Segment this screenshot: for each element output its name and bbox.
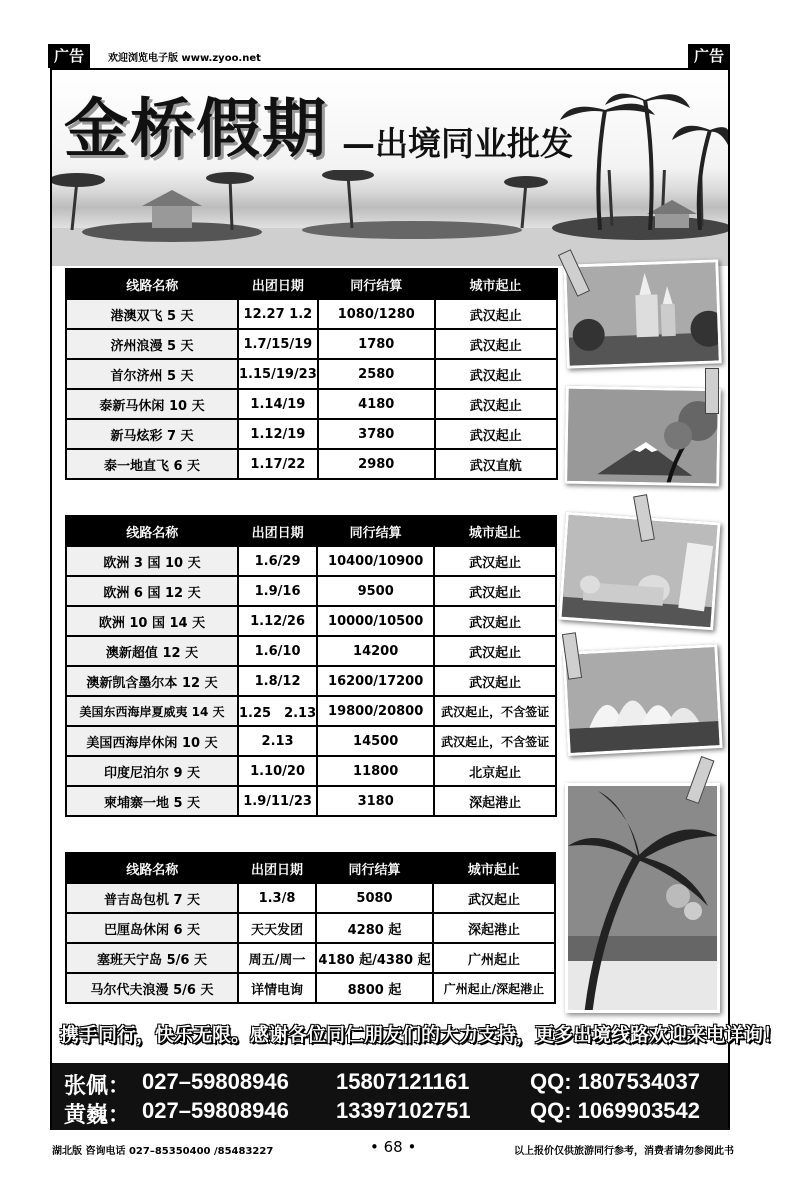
table-header-row: [66, 853, 555, 883]
slogan: 携手同行，快乐无限。感谢各位同仁朋友们的大力支持，更多出境线路欢迎来电详询！: [60, 1024, 783, 1046]
table-row: [66, 419, 557, 449]
ad-tag-left: 广告: [48, 44, 90, 68]
contact-mobile: 13397102751: [336, 1098, 471, 1123]
table-row: [66, 299, 557, 329]
city: 武汉起止: [433, 883, 555, 913]
city: 武汉直航: [435, 449, 557, 479]
trade-price: 11800: [317, 756, 434, 786]
route-name: 马尔代夫浪漫 5/6 天: [66, 973, 238, 1003]
site-note: 欢迎浏览电子版 www.zyoo.net: [108, 53, 261, 64]
table-row: [66, 666, 556, 696]
table-row: [66, 756, 556, 786]
col-departure-date: 出团日期: [238, 269, 318, 299]
departure-date: 详情电询: [238, 973, 316, 1003]
city: 武汉起止: [435, 419, 557, 449]
table-row: [66, 546, 556, 576]
paper-clip-icon: [705, 368, 719, 414]
city: 武汉起止: [434, 666, 556, 696]
contact-qq: QQ: 1807534037: [530, 1069, 701, 1094]
route-name: 普吉岛包机 7 天: [66, 883, 238, 913]
route-name: 塞班天宁岛 5/6 天: [66, 943, 238, 973]
city: 深起港止: [433, 913, 555, 943]
city: 武汉起止，不含签证: [434, 696, 556, 726]
price-table-longhaul: [65, 515, 557, 817]
contact-name: 张佩：: [64, 1073, 131, 1098]
route-name: 首尔济州 5 天: [66, 359, 238, 389]
hero-title: 金桥假期: [64, 92, 328, 167]
trade-price: 9500: [317, 576, 434, 606]
departure-date: 1.25 2.13: [238, 696, 317, 726]
departure-date: 1.10/20: [238, 756, 317, 786]
ad-tag-right: 广告: [688, 44, 730, 68]
city: 武汉起止: [435, 359, 557, 389]
departure-date: 1.7/15/19: [238, 329, 318, 359]
page-number: • 68 •: [370, 1138, 417, 1156]
trade-price: 2580: [318, 359, 435, 389]
trade-price: 8800 起: [316, 973, 433, 1003]
departure-date: 2.13: [238, 726, 317, 756]
city: 广州起止/深起港止: [433, 973, 555, 1003]
col-trade-price: 同行结算: [317, 516, 434, 546]
table-row: [66, 606, 556, 636]
price-table-asia: [65, 268, 558, 480]
table-row: [66, 726, 556, 756]
contact-bar: [52, 1063, 728, 1130]
footer-disclaimer: 以上报价仅供旅游同行参考，消费者请勿参阅此书: [514, 1146, 734, 1157]
hero-subtitle: —出境同业批发: [342, 124, 573, 163]
table-row: [66, 883, 555, 913]
route-name: 澳新凯含墨尔本 12 天: [66, 666, 238, 696]
departure-date: 1.12/19: [238, 419, 318, 449]
route-name: 印度尼泊尔 9 天: [66, 756, 238, 786]
departure-date: 1.8/12: [238, 666, 317, 696]
route-name: 欧洲 10 国 14 天: [66, 606, 238, 636]
table-row: [66, 786, 556, 816]
trade-price: 2980: [318, 449, 435, 479]
col-route-name: 线路名称: [66, 853, 238, 883]
col-city: 城市起止: [434, 516, 556, 546]
city: 北京起止: [434, 756, 556, 786]
table-header-row: [66, 269, 557, 299]
palm-trees-icon: [560, 80, 728, 230]
table-header-row: [66, 516, 556, 546]
departure-date: 周五/周一: [238, 943, 316, 973]
footer-hotline: 湖北版 咨询电话 027–85350400 /85483227: [52, 1146, 274, 1157]
trade-price: 10400/10900: [317, 546, 434, 576]
col-trade-price: 同行结算: [316, 853, 433, 883]
price-table-islands: [65, 852, 556, 1004]
sydney-opera-photo: [562, 644, 722, 756]
departure-date: 1.17/22: [238, 449, 318, 479]
contact-name: 黄巍：: [64, 1102, 131, 1127]
route-name: 济州浪漫 5 天: [66, 329, 238, 359]
trade-price: 16200/17200: [317, 666, 434, 696]
trade-price: 14200: [317, 636, 434, 666]
city: 武汉起止: [434, 576, 556, 606]
departure-date: 1.14/19: [238, 389, 318, 419]
departure-date: 1.6/29: [238, 546, 317, 576]
departure-date: 1.3/8: [238, 883, 316, 913]
col-departure-date: 出团日期: [238, 516, 317, 546]
trade-price: 14500: [317, 726, 434, 756]
table-row: [66, 636, 556, 666]
departure-date: 1.6/10: [238, 636, 317, 666]
route-name: 欧洲 6 国 12 天: [66, 576, 238, 606]
col-departure-date: 出团日期: [238, 853, 316, 883]
trade-price: 4280 起: [316, 913, 433, 943]
table-row: [66, 973, 555, 1003]
city: 武汉起止: [434, 636, 556, 666]
mount-fuji-photo: [564, 386, 721, 487]
table-row: [66, 696, 556, 726]
trade-price: 10000/10500: [317, 606, 434, 636]
trade-price: 3180: [317, 786, 434, 816]
route-name: 泰一地直飞 6 天: [66, 449, 238, 479]
departure-date: 1.9/16: [238, 576, 317, 606]
departure-date: 1.15/19/23: [238, 359, 318, 389]
route-name: 港澳双飞 5 天: [66, 299, 238, 329]
route-name: 澳新超值 12 天: [66, 636, 238, 666]
contact-phone: 027–59808946: [142, 1069, 289, 1094]
city: 武汉起止: [434, 606, 556, 636]
city: 武汉起止: [435, 329, 557, 359]
table-row: [66, 913, 555, 943]
trade-price: 4180 起/4380 起: [316, 943, 433, 973]
col-route-name: 线路名称: [66, 269, 238, 299]
trade-price: 3780: [318, 419, 435, 449]
table-row: [66, 359, 557, 389]
table-row: [66, 576, 556, 606]
contact-phone: 027–59808946: [142, 1098, 289, 1123]
city: 武汉起止: [435, 389, 557, 419]
departure-date: 天天发团: [238, 913, 316, 943]
route-name: 美国东西海岸夏威夷 14 天: [66, 696, 238, 726]
departure-date: 1.12/26: [238, 606, 317, 636]
contact-mobile: 15807121161: [336, 1069, 470, 1094]
departure-date: 1.9/11/23: [238, 786, 317, 816]
route-name: 美国西海岸休闲 10 天: [66, 726, 238, 756]
col-city: 城市起止: [433, 853, 555, 883]
route-name: 巴厘岛休闲 6 天: [66, 913, 238, 943]
trade-price: 5080: [316, 883, 433, 913]
col-trade-price: 同行结算: [318, 269, 435, 299]
city: 武汉起止: [434, 546, 556, 576]
table-row: [66, 449, 557, 479]
trade-price: 1080/1280: [318, 299, 435, 329]
city: 深起港止: [434, 786, 556, 816]
city: 武汉起止，不含签证: [434, 726, 556, 756]
table-row: [66, 943, 555, 973]
trade-price: 4180: [318, 389, 435, 419]
departure-date: 12.27 1.2: [238, 299, 318, 329]
castle-photo: [563, 259, 722, 368]
city: 武汉起止: [435, 299, 557, 329]
route-name: 柬埔寨一地 5 天: [66, 786, 238, 816]
route-name: 欧洲 3 国 10 天: [66, 546, 238, 576]
table-row: [66, 389, 557, 419]
col-route-name: 线路名称: [66, 516, 238, 546]
col-city: 城市起止: [435, 269, 557, 299]
city: 广州起止: [433, 943, 555, 973]
route-name: 新马炫彩 7 天: [66, 419, 238, 449]
trade-price: 19800/20800: [317, 696, 434, 726]
palm-beach-photo: [565, 783, 720, 1013]
contact-qq: QQ: 1069903542: [530, 1098, 701, 1123]
route-name: 泰新马休闲 10 天: [66, 389, 238, 419]
table-row: [66, 329, 557, 359]
trade-price: 1780: [318, 329, 435, 359]
